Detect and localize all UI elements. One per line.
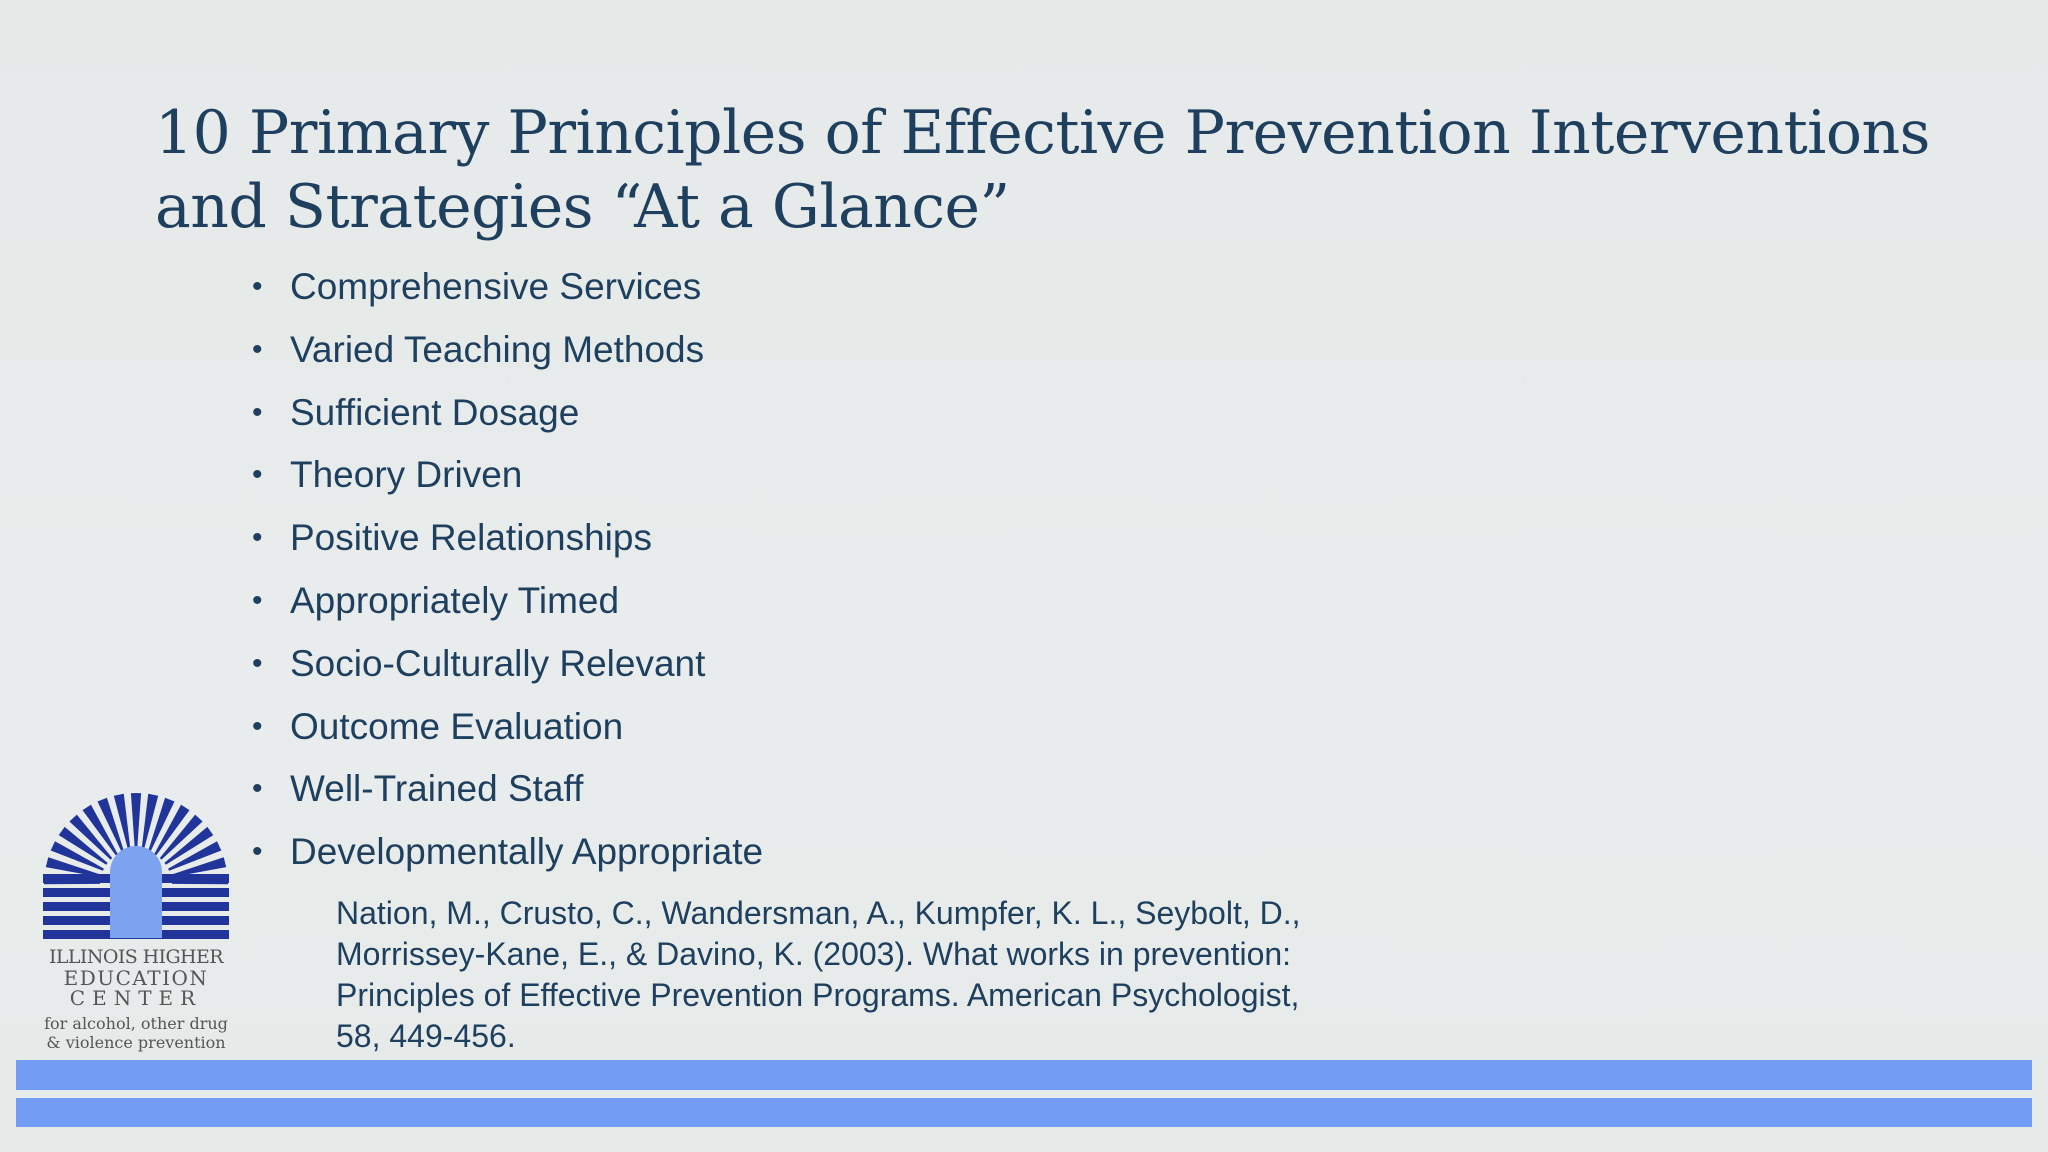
list-item (250, 696, 763, 759)
logo-ray (131, 793, 141, 849)
bullet-icon: • (252, 270, 263, 303)
principles-list (250, 256, 763, 884)
citation-line: 58, 449-456. (336, 1018, 516, 1054)
bullet-icon: • (252, 835, 263, 869)
list-item (250, 444, 763, 507)
bullet-icon: • (252, 458, 263, 492)
list-item-label: Sufficient Dosage (290, 391, 580, 433)
list-item (250, 758, 763, 821)
slide-title (155, 96, 1995, 244)
logo-text-line-5: & violence prevention (46, 1033, 226, 1052)
footer-accent-bar-bottom (16, 1098, 2032, 1127)
slide-title-line-2: and Strategies “At a Glance” (155, 172, 1010, 242)
citation-line: Morrissey-Kane, E., & Davino, K. (2003). What works in prevention: (336, 936, 1292, 972)
logo-text-line-2: EDUCATION (63, 966, 209, 990)
sunburst-arch-logo-icon (36, 790, 236, 946)
list-item-label: Varied Teaching Methods (290, 328, 705, 370)
list-item-label: Comprehensive Services (290, 266, 702, 307)
logo-arch (110, 846, 162, 938)
list-item-label: Developmentally Appropriate (290, 831, 764, 873)
slide-title-line-1: 10 Primary Principles of Effective Prevention Interventions (155, 98, 1930, 168)
logo-text-line-4: for alcohol, other drug (44, 1014, 228, 1033)
citation (336, 893, 1416, 1057)
list-item (250, 570, 763, 633)
list-item (250, 382, 763, 445)
logo-text-line-1: ILLINOIS HIGHER (48, 946, 223, 968)
bullet-icon: • (252, 709, 263, 743)
bullet-icon: • (252, 521, 263, 555)
bullet-icon: • (252, 772, 263, 806)
list-item-label: Socio-Culturally Relevant (290, 642, 706, 684)
list-item-label: Well-Trained Staff (290, 768, 584, 810)
bullet-icon: • (252, 395, 263, 429)
list-item-label: Appropriately Timed (290, 579, 620, 621)
citation-line: Nation, M., Crusto, C., Wandersman, A., Kumpfer, K. L., Seybolt, D., (336, 895, 1301, 931)
list-item (250, 633, 763, 696)
list-item (250, 821, 763, 884)
list-item (250, 256, 763, 319)
logo-text-line-3: CENTER (69, 986, 203, 1010)
bullet-icon: • (252, 646, 263, 680)
footer-accent-bar-top (16, 1060, 2032, 1090)
list-item-label: Theory Driven (290, 454, 523, 496)
bullet-icon: • (252, 332, 263, 366)
citation-line: Principles of Effective Prevention Programs. American Psychologist, (336, 977, 1300, 1013)
organization-logo (36, 790, 236, 1060)
list-item-label: Outcome Evaluation (290, 705, 624, 747)
bullet-icon: • (252, 583, 263, 617)
logo-ray (142, 794, 159, 850)
list-item (250, 319, 763, 382)
list-item-label: Positive Relationships (290, 517, 652, 559)
logo-ray (114, 794, 131, 850)
list-item (250, 507, 763, 570)
